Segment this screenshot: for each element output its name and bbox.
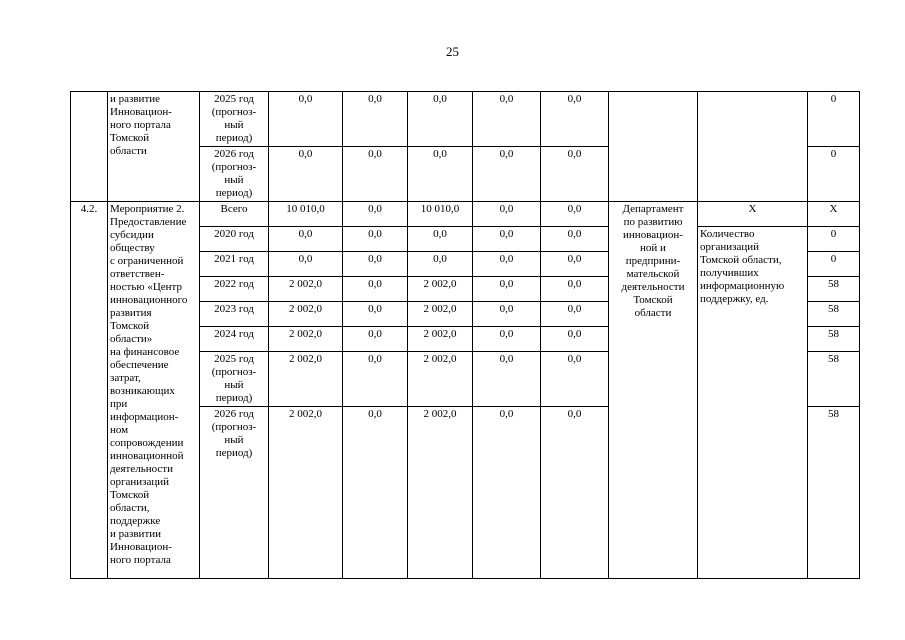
year-cell: 2020 год — [200, 227, 269, 252]
value-cell: 0,0 — [541, 327, 609, 352]
indicator-cell: Количество организаций Томской области, получивших информационную поддержку, ед. — [698, 227, 808, 579]
value-cell: 0,0 — [541, 277, 609, 302]
indicator-value-cell: 0 — [808, 252, 860, 277]
value-cell: 0,0 — [343, 352, 408, 407]
year-cell: 2021 год — [200, 252, 269, 277]
value-cell: 0,0 — [408, 227, 473, 252]
value-cell: 0,0 — [473, 407, 541, 579]
value-cell: 0,0 — [473, 147, 541, 202]
value-cell: 0,0 — [541, 147, 609, 202]
value-cell: 2 002,0 — [269, 407, 343, 579]
value-cell: 2 002,0 — [269, 302, 343, 327]
value-cell: 2 002,0 — [408, 407, 473, 579]
value-cell: 0,0 — [343, 327, 408, 352]
row-number-cell — [71, 92, 108, 202]
page-number: 25 — [446, 44, 459, 59]
indicator-value-cell: 0 — [808, 92, 860, 147]
value-cell: 0,0 — [473, 202, 541, 227]
year-cell: 2026 год (прогноз- ный период) — [200, 407, 269, 579]
value-cell: 0,0 — [473, 252, 541, 277]
value-cell: 0,0 — [473, 302, 541, 327]
table-row — [71, 202, 860, 227]
value-cell: 0,0 — [541, 407, 609, 579]
value-cell: 0,0 — [473, 227, 541, 252]
value-cell: 0,0 — [343, 252, 408, 277]
year-cell: 2023 год — [200, 302, 269, 327]
value-cell: 0,0 — [343, 302, 408, 327]
value-cell: 0,0 — [343, 227, 408, 252]
value-cell: 0,0 — [343, 147, 408, 202]
value-cell: 0,0 — [269, 92, 343, 147]
value-cell: 0,0 — [473, 277, 541, 302]
value-cell: 10 010,0 — [269, 202, 343, 227]
value-cell: 0,0 — [541, 252, 609, 277]
value-cell: 0,0 — [269, 252, 343, 277]
year-cell: Всего — [200, 202, 269, 227]
year-cell: 2024 год — [200, 327, 269, 352]
indicator-value-cell: 58 — [808, 352, 860, 407]
value-cell: 0,0 — [541, 302, 609, 327]
value-cell: 0,0 — [269, 227, 343, 252]
value-cell: 0,0 — [269, 147, 343, 202]
value-cell: 2 002,0 — [269, 352, 343, 407]
indicator-value-cell: 58 — [808, 327, 860, 352]
indicator-value-cell: 58 — [808, 407, 860, 579]
value-cell: 0,0 — [408, 92, 473, 147]
value-cell: 0,0 — [343, 407, 408, 579]
value-cell: 0,0 — [541, 227, 609, 252]
value-cell: 0,0 — [473, 352, 541, 407]
indicator-value-cell: Х — [808, 202, 860, 227]
program-table — [70, 91, 860, 579]
value-cell: 10 010,0 — [408, 202, 473, 227]
year-cell: 2025 год (прогноз- ный период) — [200, 352, 269, 407]
value-cell: 0,0 — [408, 252, 473, 277]
value-cell: 2 002,0 — [408, 352, 473, 407]
indicator-value-cell: 0 — [808, 147, 860, 202]
value-cell: 0,0 — [343, 92, 408, 147]
value-cell: 0,0 — [541, 202, 609, 227]
value-cell: 0,0 — [473, 92, 541, 147]
value-cell: 0,0 — [541, 92, 609, 147]
value-cell: 2 002,0 — [269, 277, 343, 302]
value-cell: 0,0 — [343, 277, 408, 302]
measure-name-cell: Мероприятие 2. Предоставление субсидии обществу с ограниченной ответствен- ностью «Центр инновационного развития Томской области» на финансовое обеспечение затрат, возникающих при информацион- ном сопровождении инновационной деятельности организаций Томской области, поддержке и развитии Инновацион- ного портала — [108, 202, 200, 579]
measure-name-cell: и развитие Инновацион- ного портала Томской области — [108, 92, 200, 202]
year-cell: 2025 год (прогноз- ный период) — [200, 92, 269, 147]
value-cell: 0,0 — [473, 327, 541, 352]
department-cell: Департамент по развитию инновацион- ной и предприни- мательской деятельности Томской области — [609, 202, 698, 579]
value-cell: 2 002,0 — [269, 327, 343, 352]
value-cell: 2 002,0 — [408, 277, 473, 302]
value-cell: 2 002,0 — [408, 302, 473, 327]
indicator-value-cell: 58 — [808, 277, 860, 302]
year-cell: 2022 год — [200, 277, 269, 302]
indicator-value-cell: 58 — [808, 302, 860, 327]
value-cell: 0,0 — [343, 202, 408, 227]
table-row — [71, 92, 860, 147]
indicator-cell — [698, 92, 808, 202]
row-number-cell: 4.2. — [71, 202, 108, 579]
department-cell — [609, 92, 698, 202]
indicator-total-cell: Х — [698, 202, 808, 227]
table-body — [71, 92, 860, 579]
value-cell: 0,0 — [541, 352, 609, 407]
value-cell: 2 002,0 — [408, 327, 473, 352]
year-cell: 2026 год (прогноз- ный период) — [200, 147, 269, 202]
value-cell: 0,0 — [408, 147, 473, 202]
indicator-value-cell: 0 — [808, 227, 860, 252]
